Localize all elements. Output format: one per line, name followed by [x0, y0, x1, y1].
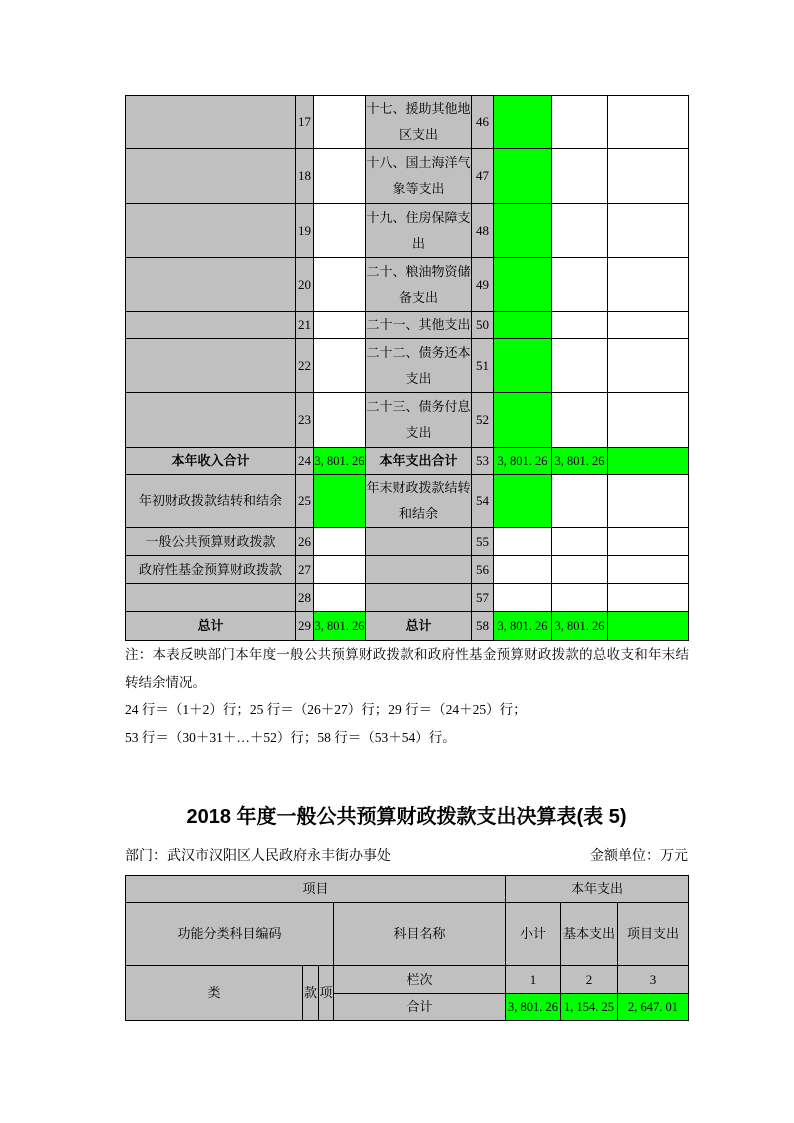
right-rownum-cell: 49 [472, 258, 494, 312]
summary-table-row [126, 204, 689, 258]
summary-table-row [126, 149, 689, 204]
left-value-cell: 3, 801. 26 [314, 612, 366, 641]
kuan-cell: 款 [303, 966, 319, 1021]
right-value-cell-2 [552, 258, 608, 312]
table-notes [125, 641, 689, 751]
department-label: 部门：武汉市汉阳区人民政府永丰街办事处 [125, 849, 391, 864]
left-label-cell [126, 258, 296, 312]
right-value-cell-3 [608, 149, 689, 204]
left-label-cell: 一般公共预算财政拨款 [126, 528, 296, 556]
left-rownum-cell: 23 [296, 393, 314, 448]
right-value-cell-1 [494, 475, 552, 528]
header-basic-expenditure-cell: 基本支出 [561, 903, 618, 966]
note-line-3: 53 行＝（30＋31＋…＋52）行；58 行＝（53＋54）行。 [125, 729, 456, 745]
right-value-cell-2 [552, 393, 608, 448]
right-value-cell-2 [552, 556, 608, 584]
left-value-cell: 3, 801. 26 [314, 448, 366, 475]
right-value-cell-2: 3, 801. 26 [552, 612, 608, 641]
note-line-2: 24 行＝（1＋2）行；25 行＝（26＋27）行；29 行＝（24＋25）行； [125, 702, 527, 717]
total-subtotal-cell: 3, 801. 26 [506, 994, 561, 1021]
right-rownum-cell: 52 [472, 393, 494, 448]
right-label-cell: 年末财政拨款结转和结余 [366, 475, 472, 528]
right-value-cell-2: 3, 801. 26 [552, 448, 608, 475]
table-meta-row [125, 846, 688, 868]
right-rownum-cell: 51 [472, 339, 494, 393]
right-rownum-cell: 48 [472, 204, 494, 258]
right-value-cell-3 [608, 556, 689, 584]
left-rownum-cell: 27 [296, 556, 314, 584]
left-value-cell [314, 528, 366, 556]
left-label-cell: 总计 [126, 612, 296, 641]
left-label-cell [126, 204, 296, 258]
class-cell: 类 [126, 966, 303, 1021]
right-label-cell [366, 584, 472, 612]
right-value-cell-2 [552, 312, 608, 339]
right-label-cell: 本年支出合计 [366, 448, 472, 475]
left-value-cell [314, 393, 366, 448]
summary-table-row [126, 393, 689, 448]
right-value-cell-1 [494, 528, 552, 556]
summary-table [125, 95, 689, 641]
right-value-cell-3 [608, 584, 689, 612]
header-current-year-cell: 本年支出 [506, 876, 689, 903]
header-subtotal-cell: 小计 [506, 903, 561, 966]
right-label-cell: 二十二、债务还本支出 [366, 339, 472, 393]
header-row-2 [126, 903, 689, 966]
right-rownum-cell: 57 [472, 584, 494, 612]
left-value-cell [314, 339, 366, 393]
right-value-cell-2 [552, 528, 608, 556]
left-value-cell [314, 204, 366, 258]
right-value-cell-2 [552, 204, 608, 258]
column-index-2-cell: 2 [561, 966, 618, 994]
left-value-cell [314, 475, 366, 528]
summary-table-row [126, 339, 689, 393]
right-value-cell-1 [494, 393, 552, 448]
summary-table-row [126, 556, 689, 584]
summary-table-row [126, 612, 689, 641]
right-value-cell-1 [494, 204, 552, 258]
left-value-cell [314, 312, 366, 339]
right-value-cell-2 [552, 96, 608, 149]
section-title: 2018 年度一般公共预算财政拨款支出决算表(表 5) [186, 806, 627, 828]
right-value-cell-3 [608, 312, 689, 339]
right-rownum-cell: 46 [472, 96, 494, 149]
summary-table-row [126, 258, 689, 312]
summary-table-row [126, 475, 689, 528]
summary-table-row [126, 584, 689, 612]
column-index-row [126, 966, 689, 994]
column-index-1-cell: 1 [506, 966, 561, 994]
right-value-cell-2 [552, 339, 608, 393]
right-value-cell-3 [608, 393, 689, 448]
right-label-cell: 二十一、其他支出 [366, 312, 472, 339]
right-rownum-cell: 47 [472, 149, 494, 204]
right-value-cell-1 [494, 556, 552, 584]
right-value-cell-1 [494, 96, 552, 149]
right-value-cell-1: 3, 801. 26 [494, 448, 552, 475]
left-rownum-cell: 25 [296, 475, 314, 528]
right-label-cell: 十八、国土海洋气象等支出 [366, 149, 472, 204]
right-value-cell-3 [608, 339, 689, 393]
left-label-cell [126, 584, 296, 612]
right-label-cell: 十七、援助其他地区支出 [366, 96, 472, 149]
right-rownum-cell: 56 [472, 556, 494, 584]
right-value-cell-3 [608, 204, 689, 258]
column-index-3-cell: 3 [618, 966, 689, 994]
note-line-1: 注：本表反映部门本年度一般公共预算财政拨款和政府性基金预算财政拨款的总收支和年末结转结余情况。 [125, 647, 689, 690]
right-value-cell-2 [552, 584, 608, 612]
left-label-cell: 年初财政拨款结转和结余 [126, 475, 296, 528]
right-value-cell-3 [608, 612, 689, 641]
left-value-cell [314, 258, 366, 312]
right-value-cell-3 [608, 528, 689, 556]
right-label-cell: 二十三、债务付息支出 [366, 393, 472, 448]
right-rownum-cell: 54 [472, 475, 494, 528]
left-rownum-cell: 22 [296, 339, 314, 393]
total-basic-cell: 1, 154. 25 [561, 994, 618, 1021]
left-label-cell [126, 312, 296, 339]
right-value-cell-1 [494, 584, 552, 612]
header-subject-name-cell: 科目名称 [334, 903, 506, 966]
summary-table-row [126, 312, 689, 339]
left-label-cell [126, 96, 296, 149]
total-project-cell: 2, 647. 01 [618, 994, 689, 1021]
right-value-cell-1 [494, 312, 552, 339]
left-value-cell [314, 556, 366, 584]
left-label-cell: 本年收入合计 [126, 448, 296, 475]
right-value-cell-3 [608, 475, 689, 528]
summary-table-row [126, 96, 689, 149]
left-label-cell [126, 393, 296, 448]
right-rownum-cell: 55 [472, 528, 494, 556]
right-rownum-cell: 58 [472, 612, 494, 641]
summary-table-row [126, 448, 689, 475]
right-value-cell-1 [494, 149, 552, 204]
left-value-cell [314, 96, 366, 149]
header-row-1 [126, 876, 689, 903]
left-value-cell [314, 584, 366, 612]
right-label-cell: 二十、粮油物资储备支出 [366, 258, 472, 312]
amount-unit-label: 金额单位：万元 [590, 849, 688, 864]
right-label-cell: 十九、住房保障支出 [366, 204, 472, 258]
right-rownum-cell: 53 [472, 448, 494, 475]
right-value-cell-2 [552, 149, 608, 204]
right-label-cell [366, 528, 472, 556]
right-value-cell-3 [608, 258, 689, 312]
header-function-code-cell: 功能分类科目编码 [126, 903, 334, 966]
right-value-cell-3 [608, 448, 689, 475]
left-rownum-cell: 28 [296, 584, 314, 612]
expenditure-table [125, 875, 689, 1021]
header-project-expenditure-cell: 项目支出 [618, 903, 689, 966]
left-value-cell [314, 149, 366, 204]
left-rownum-cell: 24 [296, 448, 314, 475]
header-project-cell: 项目 [126, 876, 506, 903]
left-rownum-cell: 29 [296, 612, 314, 641]
left-rownum-cell: 19 [296, 204, 314, 258]
column-index-label-cell: 栏次 [334, 966, 506, 994]
right-value-cell-1: 3, 801. 26 [494, 612, 552, 641]
total-label-cell: 合计 [334, 994, 506, 1021]
summary-table-row [126, 528, 689, 556]
right-value-cell-1 [494, 339, 552, 393]
left-rownum-cell: 26 [296, 528, 314, 556]
right-value-cell-1 [494, 258, 552, 312]
left-label-cell [126, 339, 296, 393]
right-value-cell-3 [608, 96, 689, 149]
left-rownum-cell: 20 [296, 258, 314, 312]
xiang-cell: 项 [319, 966, 334, 1021]
left-rownum-cell: 21 [296, 312, 314, 339]
left-rownum-cell: 18 [296, 149, 314, 204]
left-rownum-cell: 17 [296, 96, 314, 149]
right-value-cell-2 [552, 475, 608, 528]
left-label-cell [126, 149, 296, 204]
right-label-cell [366, 556, 472, 584]
left-label-cell: 政府性基金预算财政拨款 [126, 556, 296, 584]
right-rownum-cell: 50 [472, 312, 494, 339]
right-label-cell: 总计 [366, 612, 472, 641]
